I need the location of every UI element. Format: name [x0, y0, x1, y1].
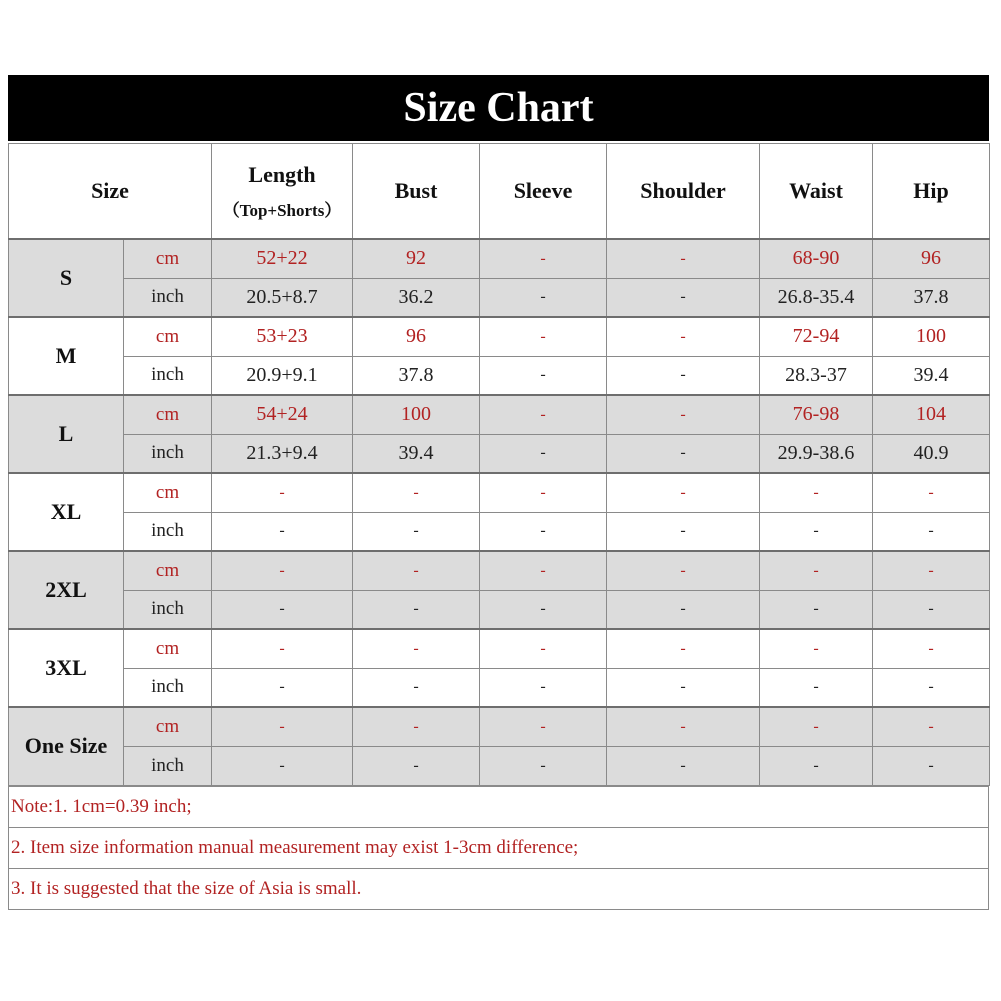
header-length-sub: （Top+Shorts）: [222, 200, 342, 220]
measurement-cell: 36.2: [353, 278, 480, 317]
measurement-cell: 72-94: [760, 317, 873, 356]
header-row: [9, 144, 990, 240]
measurement-cell: 92: [353, 239, 480, 278]
header-size: Size: [9, 144, 212, 240]
table-row: [9, 356, 990, 395]
measurement-cell: -: [212, 707, 353, 746]
measurement-cell: -: [353, 629, 480, 668]
measurement-cell: -: [607, 590, 760, 629]
unit-label: inch: [124, 590, 212, 629]
size-label: M: [9, 317, 124, 395]
measurement-cell: -: [760, 551, 873, 590]
table-row: [9, 473, 990, 512]
size-table: [8, 143, 990, 786]
measurement-cell: -: [760, 590, 873, 629]
measurement-cell: -: [480, 278, 607, 317]
unit-label: inch: [124, 512, 212, 551]
measurement-cell: 68-90: [760, 239, 873, 278]
measurement-cell: -: [873, 629, 990, 668]
measurement-cell: -: [480, 356, 607, 395]
size-group: [9, 239, 990, 317]
measurement-cell: -: [607, 317, 760, 356]
table-row: [9, 629, 990, 668]
unit-label: cm: [124, 551, 212, 590]
size-group: [9, 551, 990, 629]
size-label: 3XL: [9, 629, 124, 707]
measurement-cell: 21.3+9.4: [212, 434, 353, 473]
measurement-cell: -: [607, 512, 760, 551]
measurement-cell: -: [873, 590, 990, 629]
measurement-cell: -: [212, 629, 353, 668]
size-group: [9, 473, 990, 551]
measurement-cell: -: [212, 512, 353, 551]
note-3: 3. It is suggested that the size of Asia is small.: [9, 868, 989, 909]
unit-label: cm: [124, 317, 212, 356]
header-hip: Hip: [873, 144, 990, 240]
measurement-cell: -: [760, 473, 873, 512]
measurement-cell: 53+23: [212, 317, 353, 356]
measurement-cell: 28.3-37: [760, 356, 873, 395]
measurement-cell: 37.8: [873, 278, 990, 317]
measurement-cell: -: [760, 629, 873, 668]
size-label: XL: [9, 473, 124, 551]
measurement-cell: -: [760, 512, 873, 551]
measurement-cell: -: [480, 707, 607, 746]
measurement-cell: -: [607, 707, 760, 746]
note-1: Note:1. 1cm=0.39 inch;: [9, 786, 989, 827]
unit-label: cm: [124, 707, 212, 746]
measurement-cell: -: [607, 629, 760, 668]
header-waist: Waist: [760, 144, 873, 240]
table-row: [9, 278, 990, 317]
measurement-cell: -: [212, 746, 353, 785]
measurement-cell: -: [873, 668, 990, 707]
size-label: L: [9, 395, 124, 473]
table-row: [9, 551, 990, 590]
size-group: [9, 317, 990, 395]
measurement-cell: -: [353, 512, 480, 551]
notes-table: [8, 786, 989, 910]
measurement-cell: -: [873, 551, 990, 590]
measurement-cell: 52+22: [212, 239, 353, 278]
header-length-label: Length: [248, 161, 316, 187]
measurement-cell: -: [607, 356, 760, 395]
measurement-cell: -: [480, 317, 607, 356]
measurement-cell: -: [607, 668, 760, 707]
measurement-cell: 96: [873, 239, 990, 278]
measurement-cell: -: [873, 512, 990, 551]
measurement-cell: -: [353, 668, 480, 707]
measurement-cell: -: [480, 629, 607, 668]
measurement-cell: -: [480, 473, 607, 512]
measurement-cell: -: [873, 473, 990, 512]
measurement-cell: 20.9+9.1: [212, 356, 353, 395]
measurement-cell: 40.9: [873, 434, 990, 473]
measurement-cell: 96: [353, 317, 480, 356]
unit-label: cm: [124, 473, 212, 512]
unit-label: cm: [124, 629, 212, 668]
measurement-cell: -: [212, 668, 353, 707]
unit-label: inch: [124, 434, 212, 473]
unit-label: inch: [124, 278, 212, 317]
measurement-cell: -: [607, 239, 760, 278]
measurement-cell: -: [873, 746, 990, 785]
header-sleeve: Sleeve: [480, 144, 607, 240]
measurement-cell: -: [480, 239, 607, 278]
measurement-cell: -: [480, 668, 607, 707]
unit-label: inch: [124, 668, 212, 707]
table-row: [9, 746, 990, 785]
table-row: [9, 668, 990, 707]
measurement-cell: 104: [873, 395, 990, 434]
chart-title: Size Chart: [8, 75, 989, 143]
measurement-cell: 37.8: [353, 356, 480, 395]
size-label: S: [9, 239, 124, 317]
unit-label: inch: [124, 746, 212, 785]
header-shoulder: Shoulder: [607, 144, 760, 240]
measurement-cell: -: [480, 512, 607, 551]
measurement-cell: 29.9-38.6: [760, 434, 873, 473]
size-group: [9, 707, 990, 785]
measurement-cell: -: [760, 707, 873, 746]
measurement-cell: -: [760, 746, 873, 785]
measurement-cell: 54+24: [212, 395, 353, 434]
measurement-cell: 76-98: [760, 395, 873, 434]
header-bust: Bust: [353, 144, 480, 240]
note-2: 2. Item size information manual measurement may exist 1-3cm difference;: [9, 827, 989, 868]
measurement-cell: 39.4: [873, 356, 990, 395]
measurement-cell: -: [607, 473, 760, 512]
size-chart: [8, 75, 989, 910]
measurement-cell: -: [607, 278, 760, 317]
table-row: [9, 434, 990, 473]
measurement-cell: -: [212, 551, 353, 590]
measurement-cell: -: [480, 590, 607, 629]
measurement-cell: -: [480, 746, 607, 785]
measurement-cell: -: [607, 746, 760, 785]
unit-label: cm: [124, 395, 212, 434]
table-row: [9, 317, 990, 356]
table-row: [9, 395, 990, 434]
measurement-cell: -: [353, 746, 480, 785]
table-row: [9, 239, 990, 278]
size-label: One Size: [9, 707, 124, 785]
measurement-cell: 20.5+8.7: [212, 278, 353, 317]
measurement-cell: -: [212, 473, 353, 512]
measurement-cell: -: [607, 551, 760, 590]
unit-label: inch: [124, 356, 212, 395]
measurement-cell: -: [760, 668, 873, 707]
measurement-cell: -: [480, 551, 607, 590]
table-row: [9, 707, 990, 746]
measurement-cell: -: [353, 707, 480, 746]
measurement-cell: -: [607, 395, 760, 434]
measurement-cell: -: [353, 590, 480, 629]
measurement-cell: 39.4: [353, 434, 480, 473]
unit-label: cm: [124, 239, 212, 278]
measurement-cell: -: [353, 473, 480, 512]
measurement-cell: -: [480, 434, 607, 473]
size-label: 2XL: [9, 551, 124, 629]
measurement-cell: -: [873, 707, 990, 746]
measurement-cell: -: [480, 395, 607, 434]
size-group: [9, 629, 990, 707]
table-row: [9, 590, 990, 629]
table-row: [9, 512, 990, 551]
header-length: [212, 144, 353, 240]
size-group: [9, 395, 990, 473]
measurement-cell: 100: [353, 395, 480, 434]
measurement-cell: 26.8-35.4: [760, 278, 873, 317]
measurement-cell: -: [212, 590, 353, 629]
measurement-cell: 100: [873, 317, 990, 356]
measurement-cell: -: [607, 434, 760, 473]
measurement-cell: -: [353, 551, 480, 590]
